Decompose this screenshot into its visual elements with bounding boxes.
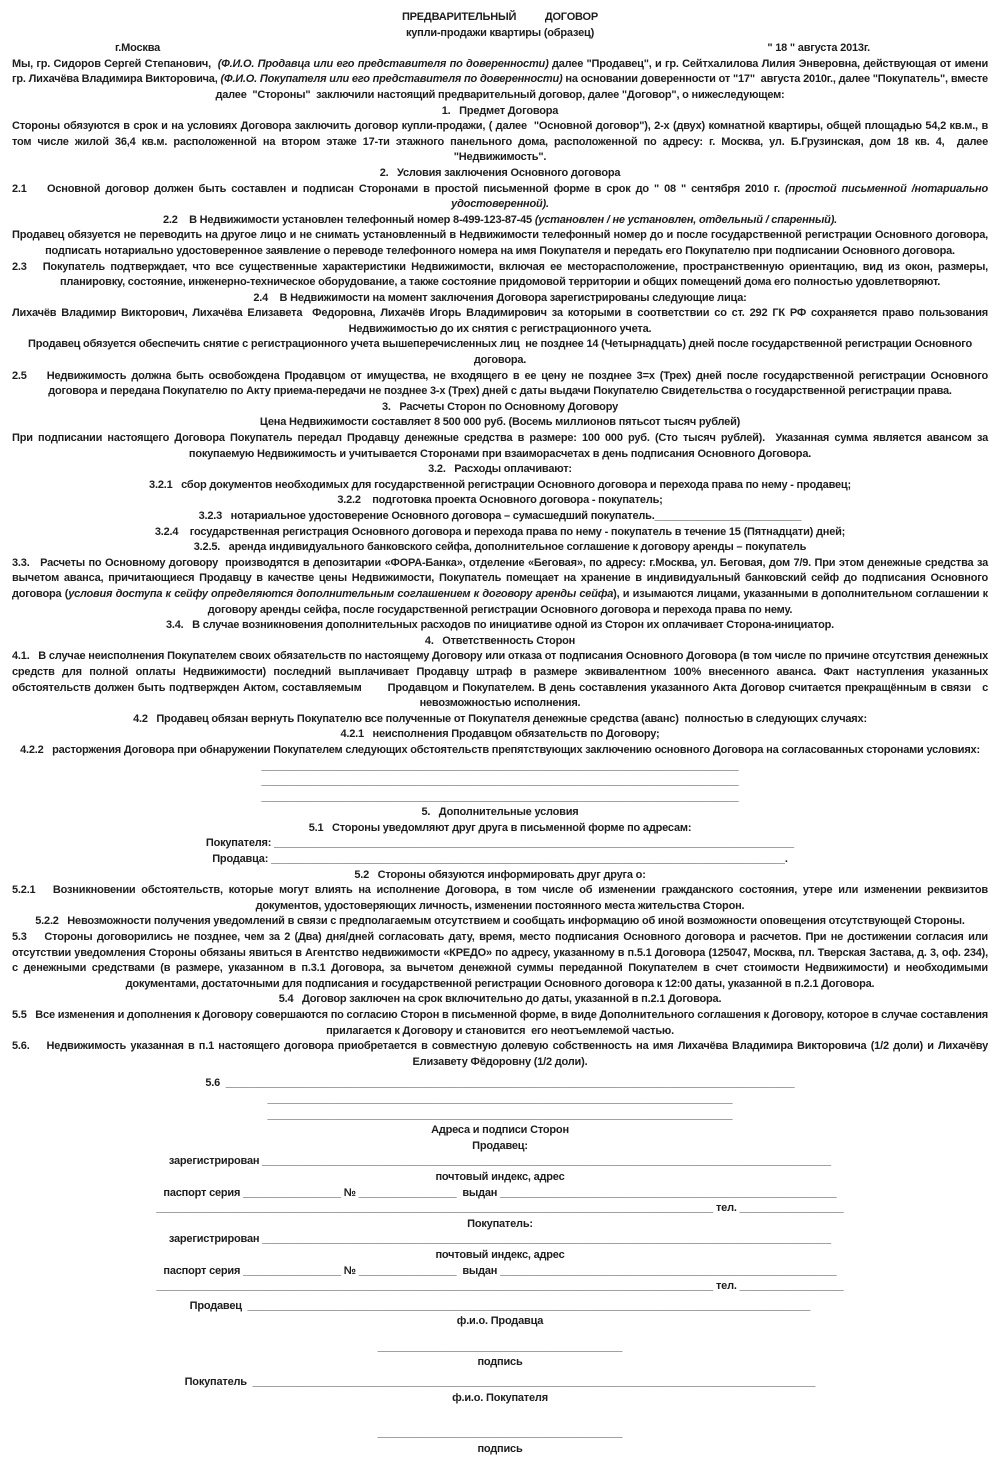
form-line (12, 1076, 988, 1092)
text-run: 3.4. В случае возникновения дополнительных расходов по инициативе одной из Сторон их оплачивает Сторона-инициатор. (165, 619, 834, 632)
paragraph (12, 1008, 991, 1039)
text-run: почтовый индекс, адрес (435, 1170, 565, 1183)
form-line (12, 1154, 988, 1170)
paragraph (12, 1314, 988, 1330)
text-run: 5.6. Недвижимость указанная в п.1 настоящего договора приобретается в совместную долевую собственность на имя Лихачёва Владимира Викторовича (1/2 доли) и Лихачёву Елизавету Фёдоровну (1/2 доли). (12, 1040, 991, 1068)
text-run: почтовый индекс, адрес (435, 1248, 565, 1261)
paragraph (12, 649, 991, 711)
blank-field: ______________________________________________________________________________ (261, 775, 739, 788)
title (12, 10, 988, 26)
form-line (12, 1232, 988, 1248)
text-run: 5.4 Договор заключен на срок включительно до даты, указанной в п.2.1 Договора. (278, 993, 722, 1006)
blank-line (12, 759, 988, 775)
text-run: 3. Расчеты Сторон по Основному Договору (381, 400, 618, 413)
paragraph (12, 1442, 988, 1457)
text-run: (простой письменной /нотариально удостоверенной). (451, 182, 991, 211)
paragraph (12, 369, 991, 400)
text-run: . (784, 853, 788, 866)
paragraph (12, 1039, 991, 1070)
text-run: (установлен / не установлен, отдельный / спаренный). (534, 213, 838, 226)
paragraph (12, 556, 991, 618)
text-run: Покупатель (184, 1376, 253, 1389)
blank-field: _____________________________________________________________________________________________ (225, 1077, 795, 1090)
blank-line (12, 1092, 988, 1108)
text-run: 3.2.5. аренда индивидуального банковского сейфа, дополнительное соглашение к договору аренды – покупатель (193, 541, 807, 554)
paragraph (12, 743, 988, 759)
text-run: ), и изымаются лицами, указанными в дополнительном соглашении к договору аренды сейфа, после государственной регистрации Основного договора и перехода права по нему. (207, 587, 991, 616)
text-run: купли-продажи квартиры (образец) (405, 26, 595, 39)
text-run: 4. Ответственность Сторон (424, 634, 576, 647)
dateline (12, 41, 988, 57)
paragraph (12, 992, 988, 1008)
blank-field: _______________________________________________________ (500, 1264, 837, 1277)
text-run: Покупателя: (205, 837, 275, 850)
paragraph (12, 462, 988, 478)
text-run: далее "Продавец", и гр. Сейтхалилова Лилия Энверовна, действующая от имени гр. Лихачёва Владимира Викторовича, (12, 57, 991, 86)
paragraph (12, 712, 988, 728)
paragraph (12, 509, 988, 525)
blank-field: ____________________________________________________________________________________________ (247, 1299, 811, 1312)
section-heading (12, 166, 988, 182)
text-run: Продавец (189, 1299, 248, 1312)
text-run: 4.2 Продавец обязан вернуть Покупателю все полученные от Покупателя денежные средства (аванс) полностью в следующих случаях: (133, 712, 867, 725)
blank-field: ________________ (243, 1186, 341, 1199)
text-run: 3.2.1 сбор документов необходимых для государственной регистрации Основного договора и перехода права по нему - продавец; (149, 478, 851, 491)
text-run: (Ф.И.О. Покупателя или его представителя по доверенности) (220, 73, 563, 86)
paragraph (12, 306, 991, 337)
blank-field: ________________ (358, 1186, 457, 1199)
text-run: на основании доверенности от "17" августа 2010г., далее "Покупатель", вместе далее "Стороны" заключили настоящий предварительный договор, далее "Договор", о нижеследующем: (215, 73, 991, 101)
text-run: зарегистрирован (168, 1233, 263, 1246)
paragraph (12, 883, 991, 914)
text-run: Продавец обязуется обеспечить снятие с регистрационного учета вышеперечисленных лиц не позднее 14 (Четырнадцать) дней после государственной регистрации Основного договора. (28, 338, 975, 367)
blank-field: ________________________________________ (377, 1427, 623, 1440)
text-run: 2. Условия заключения Основного договора (379, 166, 621, 179)
blank-field: ______________________________________________________________________________ (261, 759, 739, 772)
blank-field: _____________________________________________________________________________________________ (262, 1155, 832, 1168)
paragraph (12, 727, 988, 743)
text-run: 5.2.2 Невозможности получения уведомлений в связи с предполагаемым отсутствием и сообщать информацию об иной возможности оповещения отсутствующей Стороны. (35, 915, 965, 928)
text-run: Адреса и подписи Сторон (431, 1124, 569, 1137)
section-heading (12, 805, 988, 821)
blank-line (12, 774, 988, 790)
paragraph (12, 431, 991, 462)
paragraph (12, 493, 988, 509)
text-run: 2.2 В Недвижимости установлен телефонный номер 8-499-123-87-45 (162, 213, 535, 226)
form-line (12, 1201, 988, 1217)
blank-field: _______________________________________________________ (500, 1186, 837, 1199)
section-heading (12, 634, 988, 650)
blank-field: ________________________ (654, 510, 802, 522)
signature-line (12, 1426, 988, 1442)
text-run: 3.2. Расходы оплачивают: (428, 463, 572, 476)
paragraph (12, 1248, 988, 1264)
form-line (12, 836, 988, 852)
text-run: подпись (477, 1442, 523, 1455)
text-run: Мы, гр. Сидоров Сергей Степанович, (12, 57, 218, 70)
text-run: паспорт серия (163, 1186, 244, 1199)
text-run: подпись (477, 1356, 523, 1369)
section-heading (12, 104, 988, 120)
text-run: 4.1. В случае неисполнения Покупателем своих обязательств по настоящему Договору или отказа от подписания Основного Договора (в том числе по причине отсутствия денежных средств для полной оплаты Недвижимости) последний выплачивает Продавцу штраф в размере эквивалентном 100% внесенного аванса. Факт наступления указанных обстоятельств должен быть подтвержден Актом, составляемым Продавцом и Покупателем. В день составления указанного Акта Договор считается прекращённым в связи с невозможностью исполнения. (12, 650, 991, 710)
text-run: паспорт серия (163, 1264, 244, 1277)
blank-line (12, 790, 988, 806)
text-run: 4.2.1 неисполнения Продавцом обязательств по Договору; (340, 728, 660, 741)
paragraph (12, 57, 991, 104)
text-run: 5. Дополнительные условия (421, 806, 579, 819)
text-run: 3.2.2 подготовка проекта Основного договора - покупатель; (337, 494, 663, 507)
text-run: 2.5 Недвижимость должна быть освобождена Продавцом от имущества, не входящего в ее цену не позднее 3=х (Трех) дней после государственной регистрации Основного договора и передана Покупателю по Акту приема-передачи не позднее 3-х (Трех) дней с даты выдачи Покупателю Свидетельства о государственной регистрации права. (12, 369, 991, 398)
text-run: Стороны обязуются в срок и на условиях Договора заключить договор купли-продажи, ( далее "Основной договор"), 2-х (двух) комнатной квартиры, общей площадью 54,2 кв.м., в том числе жилой 36,4 кв.м. расположенной на втором этаже 17-ти этажного панельного дома, расположенной по адресу: г. Москва, ул. Б.Грузинская, дом 18 кв. 4, далее "Недвижимость". (12, 120, 991, 164)
text-run: Цена Недвижимости составляет 8 500 000 руб. (Восемь миллионов пятьсот тысяч рублей) (259, 416, 741, 429)
paragraph (12, 914, 988, 930)
blank-field: _________________ (739, 1202, 844, 1215)
text-run: 4.2.2 расторжения Договора при обнаружении Покупателем следующих обстоятельств препятствующих заключению основного Договора на согласованных сторонами условиях: (20, 743, 980, 756)
text-run: ф.и.о. Продавца (456, 1315, 544, 1328)
text-run: ПРЕДВАРИТЕЛЬНЫЙ ДОГОВОР (401, 11, 599, 23)
blank-line (12, 1108, 988, 1124)
form-line (12, 1279, 988, 1295)
blank-field: ___________________________________________________________________________________________ (156, 1202, 714, 1215)
party-heading (12, 1139, 988, 1155)
text-run: 5.2.1 Возникновении обстоятельств, которые могут влиять на исполнение Договора, в том числе об изменении гражданского состояния, утере или изменении реквизитов документов, удостоверяющих личность, изменении постоянного места жительства Сторон. (12, 884, 991, 912)
text-run: Продавца: (212, 853, 272, 866)
text-run: выдан (456, 1264, 501, 1277)
form-line (12, 1186, 988, 1202)
blank-field: _____________________________________________________________________________________________ (262, 1233, 832, 1246)
blank-field: ________________ (358, 1264, 457, 1277)
signature-line (12, 1375, 988, 1391)
dateline-date: " 18 " августа 2013г. (767, 42, 870, 55)
text-run: зарегистрирован (168, 1155, 263, 1168)
text-run: 1. Предмет Договора (441, 104, 559, 117)
blank-field: _________________ (739, 1280, 844, 1293)
text-run: 3.2.4 государственная регистрация Основного договора и перехода права по нему - покупатель в течение 15 (Пятнадцати) дней; (154, 525, 846, 538)
paragraph (12, 415, 988, 431)
form-line (12, 1264, 988, 1280)
party-heading (12, 1217, 988, 1233)
text-run: 2.1 Основной договор должен быть составлен и подписан Сторонами в простой письменной форме в срок до " 08 " сентября 2010 г. (12, 182, 786, 195)
blank-field: _____________________________________________________________________________________ (274, 837, 795, 850)
paragraph (12, 1391, 988, 1407)
text-run: 3.3. Расчеты по Основному договору производятся в депозитарии «ФОРА-Банка», отделение «Беговая», по адресу: г.Москва, ул. Беговая, дом 7/9. При этом денежные средства за вычетом аванса, причитающиеся Продавцу в качестве цены Недвижимости, Покупатель помещает на хранение в индивидуальный банковский сейф до подписания Основного договора ( (12, 556, 991, 600)
blank-field: ________________ (243, 1264, 341, 1277)
paragraph (12, 213, 988, 229)
text-run: 5.6 (205, 1077, 226, 1090)
text-run: ф.и.о. Покупателя (452, 1391, 548, 1404)
blank-field: ____________________________________________________________________________ (267, 1092, 733, 1105)
section-heading (12, 400, 988, 416)
blank-field: ____________________________________________________________________________ (267, 1108, 733, 1121)
paragraph (12, 291, 988, 307)
text-run: (Ф.И.О. Продавца или его представителя по доверенности) (217, 57, 549, 70)
text-run: тел. (713, 1280, 740, 1293)
text-run: выдан (456, 1186, 501, 1199)
paragraph (12, 525, 988, 541)
paragraph (12, 618, 988, 634)
blank-field: ________________________________________ (377, 1340, 623, 1353)
blank-field: ____________________________________________________________________________________________ (252, 1376, 816, 1389)
blank-field: ______________________________________________________________________________ (261, 790, 739, 803)
text-run: № (340, 1186, 359, 1199)
text-run: 5.3 Стороны договорились не позднее, чем за 2 (Два) дня/дней согласовать дату, время, место подписания Основного договора и расчетов. При не достижении согласия или отсутствии уведомления Стороны обязаны явиться в Агентство недвижимости «КРЕДО» по адресу, указанному в п.5.1 Договора (125047, Москва, пл. Тверская Застава, д. 3, оф. 234), с денежными средствами (в размере, указанном в п.3.1 Договора, за вычетом денежной суммы переданной Покупателем в счет стоимости Недвижимости) и необходимыми документами, достаточными для подписания и государственной регистрации Основного договора к 12:00 даты, указанной в п.2.1 Договора. (12, 931, 991, 990)
text-run: Покупатель: (467, 1217, 533, 1230)
paragraph (12, 182, 991, 213)
text-run: 5.5 Все изменения и дополнения к Договору совершаются по согласию Сторон в письменной форме, в виде Дополнительного соглашения к Договору, которое в случае составления прилагается к Договору и становится его неотъемлемой частью. (12, 1009, 991, 1037)
text-run: Лихачёв Владимир Викторович, Лихачёва Елизавета Федоровна, Лихачёв Игорь Владимирович за которыми в соответствии со ст. 292 ГК РФ сохраняется право пользования Недвижимостью до их снятия с регистрационного учета. (12, 307, 991, 335)
text-run: тел. (713, 1202, 740, 1215)
text-run: Продавец обязуется не переводить на другое лицо и не снимать установленный в Недвижимости телефонный номер до и после государственной регистрации Основного договора, подписать нотариально удостоверенное заявление о переводе телефонного номера на имя Покупателя и передать его Покупателю при подписании Основного договора. (12, 229, 991, 257)
paragraph (12, 337, 988, 368)
signature-line (12, 1299, 988, 1315)
paragraph (12, 1355, 988, 1371)
blank-field: ____________________________________________________________________________________ (271, 853, 785, 866)
dateline-city: г.Москва (115, 42, 161, 55)
text-run: 2.4 В Недвижимости на момент заключения Договора зарегистрированы следующие лица: (253, 291, 747, 304)
text-run: условия доступа к сейфу определяются дополнительным соглашением к договору аренды сейфа (68, 587, 614, 600)
paragraph (12, 1170, 988, 1186)
signature-line (12, 1340, 988, 1356)
text-run: 3.2.3 нотариальное удостоверение Основного договора – сумасшедший покупатель. (198, 510, 655, 522)
text-run: При подписании настоящего Договора Покупатель передал Продавцу денежные средства в размере: 100 000 руб. (Сто тысяч рублей). Указанная сумма является авансом за покупаемую Недвижимость и учитывается Сторонами при взаиморасчетах в день подписания Основного Договора. (12, 432, 991, 460)
section-heading (12, 1123, 988, 1139)
subtitle (12, 26, 988, 42)
paragraph (12, 119, 991, 166)
text-run: Продавец: (472, 1139, 528, 1152)
paragraph (12, 228, 991, 259)
paragraph (12, 540, 988, 556)
text-run: 2.3 Покупатель подтверждает, что все существенные характеристики Недвижимости, включая ее месторасположение, пространственную ориентацию, вид из окон, размеры, планировку, состояние, инженерно-техническое оборудование, а также состояние придомовой территории и общих помещений дома его полностью удовлетворяют. (12, 260, 991, 289)
form-line (12, 852, 988, 868)
paragraph (12, 930, 991, 992)
blank-field: ___________________________________________________________________________________________ (156, 1280, 714, 1293)
text-run: 5.2 Стороны обязуются информировать друг друга о: (354, 868, 646, 881)
paragraph (12, 478, 988, 494)
paragraph (12, 821, 988, 837)
text-run: № (340, 1264, 359, 1277)
paragraph (12, 260, 991, 291)
text-run: 5.1 Стороны уведомляют друг друга в письменной форме по адресам: (308, 821, 692, 834)
paragraph (12, 868, 988, 884)
